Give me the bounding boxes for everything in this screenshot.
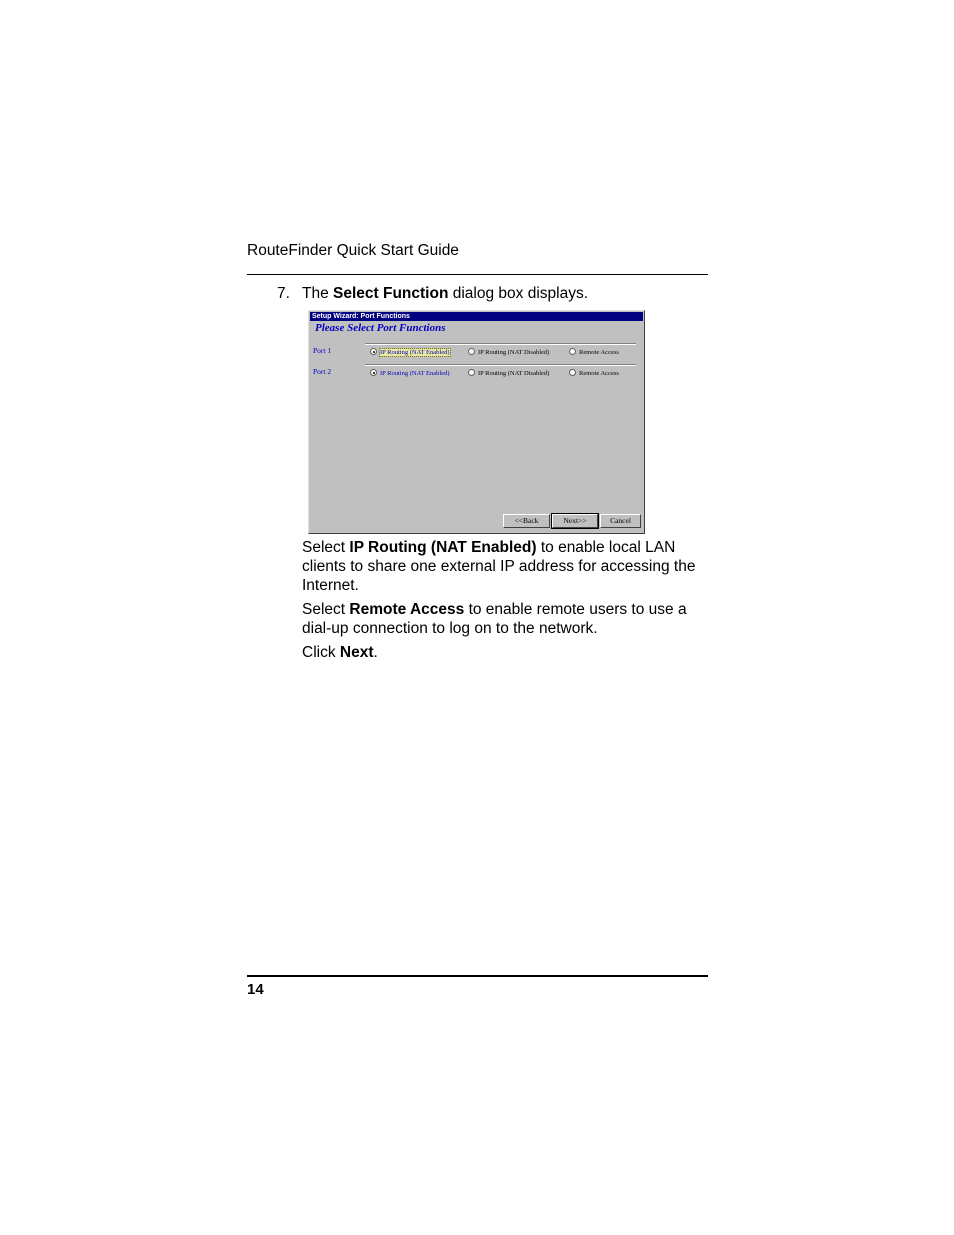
- step-instruction: [277, 285, 588, 303]
- text: Select: [302, 601, 350, 618]
- row-divider-highlight: [365, 344, 636, 345]
- paragraph-click-next: [302, 643, 712, 662]
- radio-icon: [468, 348, 475, 355]
- page-number: 14: [247, 981, 264, 998]
- port-2-nat-disabled-radio[interactable]: [468, 368, 549, 377]
- option-label: Remote Access: [579, 370, 619, 377]
- bold-text: Remote Access: [349, 601, 465, 618]
- paragraph-remote-access: [302, 600, 712, 638]
- option-label: IP Routing (NAT Enabled): [380, 349, 450, 356]
- bold-text: Next: [339, 644, 374, 661]
- cancel-button[interactable]: Cancel: [600, 514, 641, 528]
- dialog-titlebar: Setup Wizard: Port Functions: [310, 312, 643, 321]
- port-1-nat-enabled-radio[interactable]: [370, 347, 450, 356]
- port-1-nat-disabled-radio[interactable]: [468, 347, 549, 356]
- select-function-dialog: [308, 310, 645, 534]
- radio-selected-icon: [370, 369, 377, 376]
- next-button[interactable]: Next>>: [552, 514, 598, 528]
- port-2-label: Port 2: [313, 367, 332, 376]
- port-2-row: [309, 364, 644, 380]
- text: Select: [302, 539, 350, 556]
- radio-icon: [569, 348, 576, 355]
- running-header: RouteFinder Quick Start Guide: [247, 242, 459, 259]
- step-suffix: dialog box displays.: [448, 285, 589, 302]
- option-label: IP Routing (NAT Disabled): [478, 349, 550, 356]
- port-2-remote-access-radio[interactable]: [569, 368, 619, 377]
- row-divider-highlight: [365, 365, 636, 366]
- step-bold: Select Function: [333, 285, 449, 302]
- radio-icon: [468, 369, 475, 376]
- port-1-remote-access-radio[interactable]: [569, 347, 619, 356]
- footer-rule: [247, 975, 708, 977]
- bold-text: IP Routing (NAT Enabled): [349, 539, 537, 556]
- dialog-heading: Please Select Port Functions: [315, 322, 446, 334]
- text: .: [373, 644, 378, 661]
- option-label: IP Routing (NAT Disabled): [478, 370, 550, 377]
- back-button[interactable]: <<Back: [503, 514, 550, 528]
- option-label: Remote Access: [579, 349, 619, 356]
- radio-selected-icon: [370, 348, 377, 355]
- option-label: IP Routing (NAT Enabled): [380, 370, 450, 377]
- paragraph-nat-enabled: [302, 538, 712, 595]
- port-2-nat-enabled-radio[interactable]: [370, 368, 450, 377]
- text: to enable remote users to use a dial-up connection to log on to the network.: [302, 601, 687, 637]
- header-rule: [247, 274, 708, 275]
- text: Click: [302, 644, 340, 661]
- step-number: 7.: [277, 285, 290, 302]
- step-prefix: The: [302, 285, 334, 302]
- radio-icon: [569, 369, 576, 376]
- port-1-label: Port 1: [313, 346, 332, 355]
- port-1-row: [309, 343, 644, 359]
- text: to enable local LAN clients to share one external IP address for accessing the Internet.: [302, 539, 696, 594]
